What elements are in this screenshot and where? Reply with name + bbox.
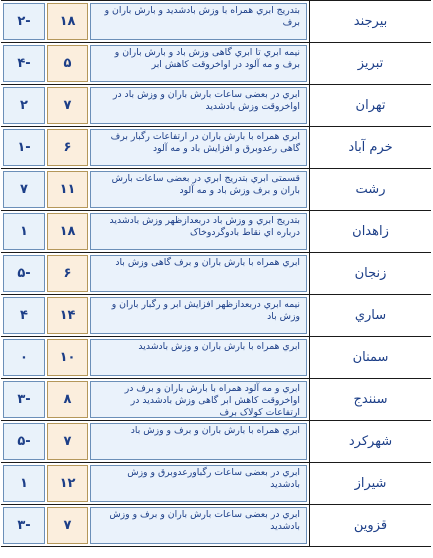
table-row (1, 169, 431, 211)
city-name: سنندج (309, 379, 431, 420)
table-row (1, 211, 431, 253)
city-name: شهرکرد (309, 421, 431, 462)
max-temp-cell: ۷ (47, 423, 88, 460)
forecast-description: ابري همراه با بارش باران در ارتفاعات رگبار برف گاهی رعدوبرق و افزایش باد و مه آلود (90, 129, 307, 166)
min-temp-cell: -۵ (3, 255, 45, 292)
forecast-description: بتدریج ابري همراه با وزش بادشدید و بارش باران و برف (90, 3, 307, 40)
city-name: قزوین (309, 505, 431, 546)
table-row (1, 253, 431, 295)
city-name: خرم آباد (309, 127, 431, 168)
table-row (1, 379, 431, 421)
min-temp-cell: ۷ (3, 171, 45, 208)
city-name: زنجان (309, 253, 431, 294)
max-temp-cell: ۱۴ (47, 297, 88, 334)
max-temp-cell: ۱۸ (47, 3, 88, 40)
min-temp-cell: ۱ (3, 465, 45, 502)
forecast-description: نیمه ابري دربعدازظهر افزایش ابر و رگبار باران و وزش باد (90, 297, 307, 334)
max-temp-cell: ۵ (47, 45, 88, 82)
table-row (1, 421, 431, 463)
forecast-description: بتدریج ابري و وزش باد دربعدازظهر وزش بادشدید درباره اي نقاط بادوگردوخاک (90, 213, 307, 250)
max-temp-cell: ۷ (47, 507, 88, 544)
min-temp-cell: -۳ (3, 507, 45, 544)
max-temp-cell: ۶ (47, 129, 88, 166)
min-temp-cell: ۰ (3, 339, 45, 376)
weather-forecast-table (1, 0, 431, 547)
city-name: ساري (309, 295, 431, 336)
max-temp-cell: ۱۸ (47, 213, 88, 250)
min-temp-cell: -۳ (3, 381, 45, 418)
forecast-description: ابري و مه آلود همراه با بارش باران و برف در اواخروقت کاهش ابر گاهی وزش بادشدید در ارتفاعات کولاک برف (90, 381, 307, 418)
city-name: شیراز (309, 463, 431, 504)
table-row (1, 85, 431, 127)
city-name: زاهدان (309, 211, 431, 252)
forecast-description: ابري همراه با بارش باران و برف گاهی وزش باد (90, 255, 307, 292)
min-temp-cell: -۲ (3, 3, 45, 40)
city-name: بیرجند (309, 1, 431, 42)
table-row (1, 295, 431, 337)
forecast-description: نیمه ابري تا ابري گاهی وزش باد و بارش باران و برف و مه آلود در اواخروقت کاهش ابر (90, 45, 307, 82)
forecast-description: ابري همراه با بارش باران و وزش بادشدید (90, 339, 307, 376)
forecast-description: قسمتی ابري بتدریج ابري در بعضی ساعات بارش باران و برف وزش باد و مه آلود (90, 171, 307, 208)
min-temp-cell: ۴ (3, 297, 45, 334)
forecast-description: ابري در بعضی ساعات بارش باران و برف و وزش بادشدید (90, 507, 307, 544)
table-row (1, 505, 431, 547)
table-row (1, 43, 431, 85)
city-name: سمنان (309, 337, 431, 378)
forecast-description: ابري در بعضی ساعات رگباورعدوبرق و وزش بادشدید (90, 465, 307, 502)
min-temp-cell: -۱ (3, 129, 45, 166)
max-temp-cell: ۱۲ (47, 465, 88, 502)
min-temp-cell: -۴ (3, 45, 45, 82)
max-temp-cell: ۱۱ (47, 171, 88, 208)
forecast-description: ابري در بعضی ساعات بارش باران و وزش باد در اواخروقت وزش بادشدید (90, 87, 307, 124)
min-temp-cell: ۲ (3, 87, 45, 124)
max-temp-cell: ۶ (47, 255, 88, 292)
city-name: تبریز (309, 43, 431, 84)
city-name: تهران (309, 85, 431, 126)
table-row (1, 463, 431, 505)
table-row (1, 337, 431, 379)
forecast-description: ابري همراه با بارش باران و برف و وزش باد (90, 423, 307, 460)
max-temp-cell: ۸ (47, 381, 88, 418)
min-temp-cell: -۵ (3, 423, 45, 460)
min-temp-cell: ۱ (3, 213, 45, 250)
city-name: رشت (309, 169, 431, 210)
table-row (1, 127, 431, 169)
max-temp-cell: ۷ (47, 87, 88, 124)
table-row (1, 1, 431, 43)
max-temp-cell: ۱۰ (47, 339, 88, 376)
